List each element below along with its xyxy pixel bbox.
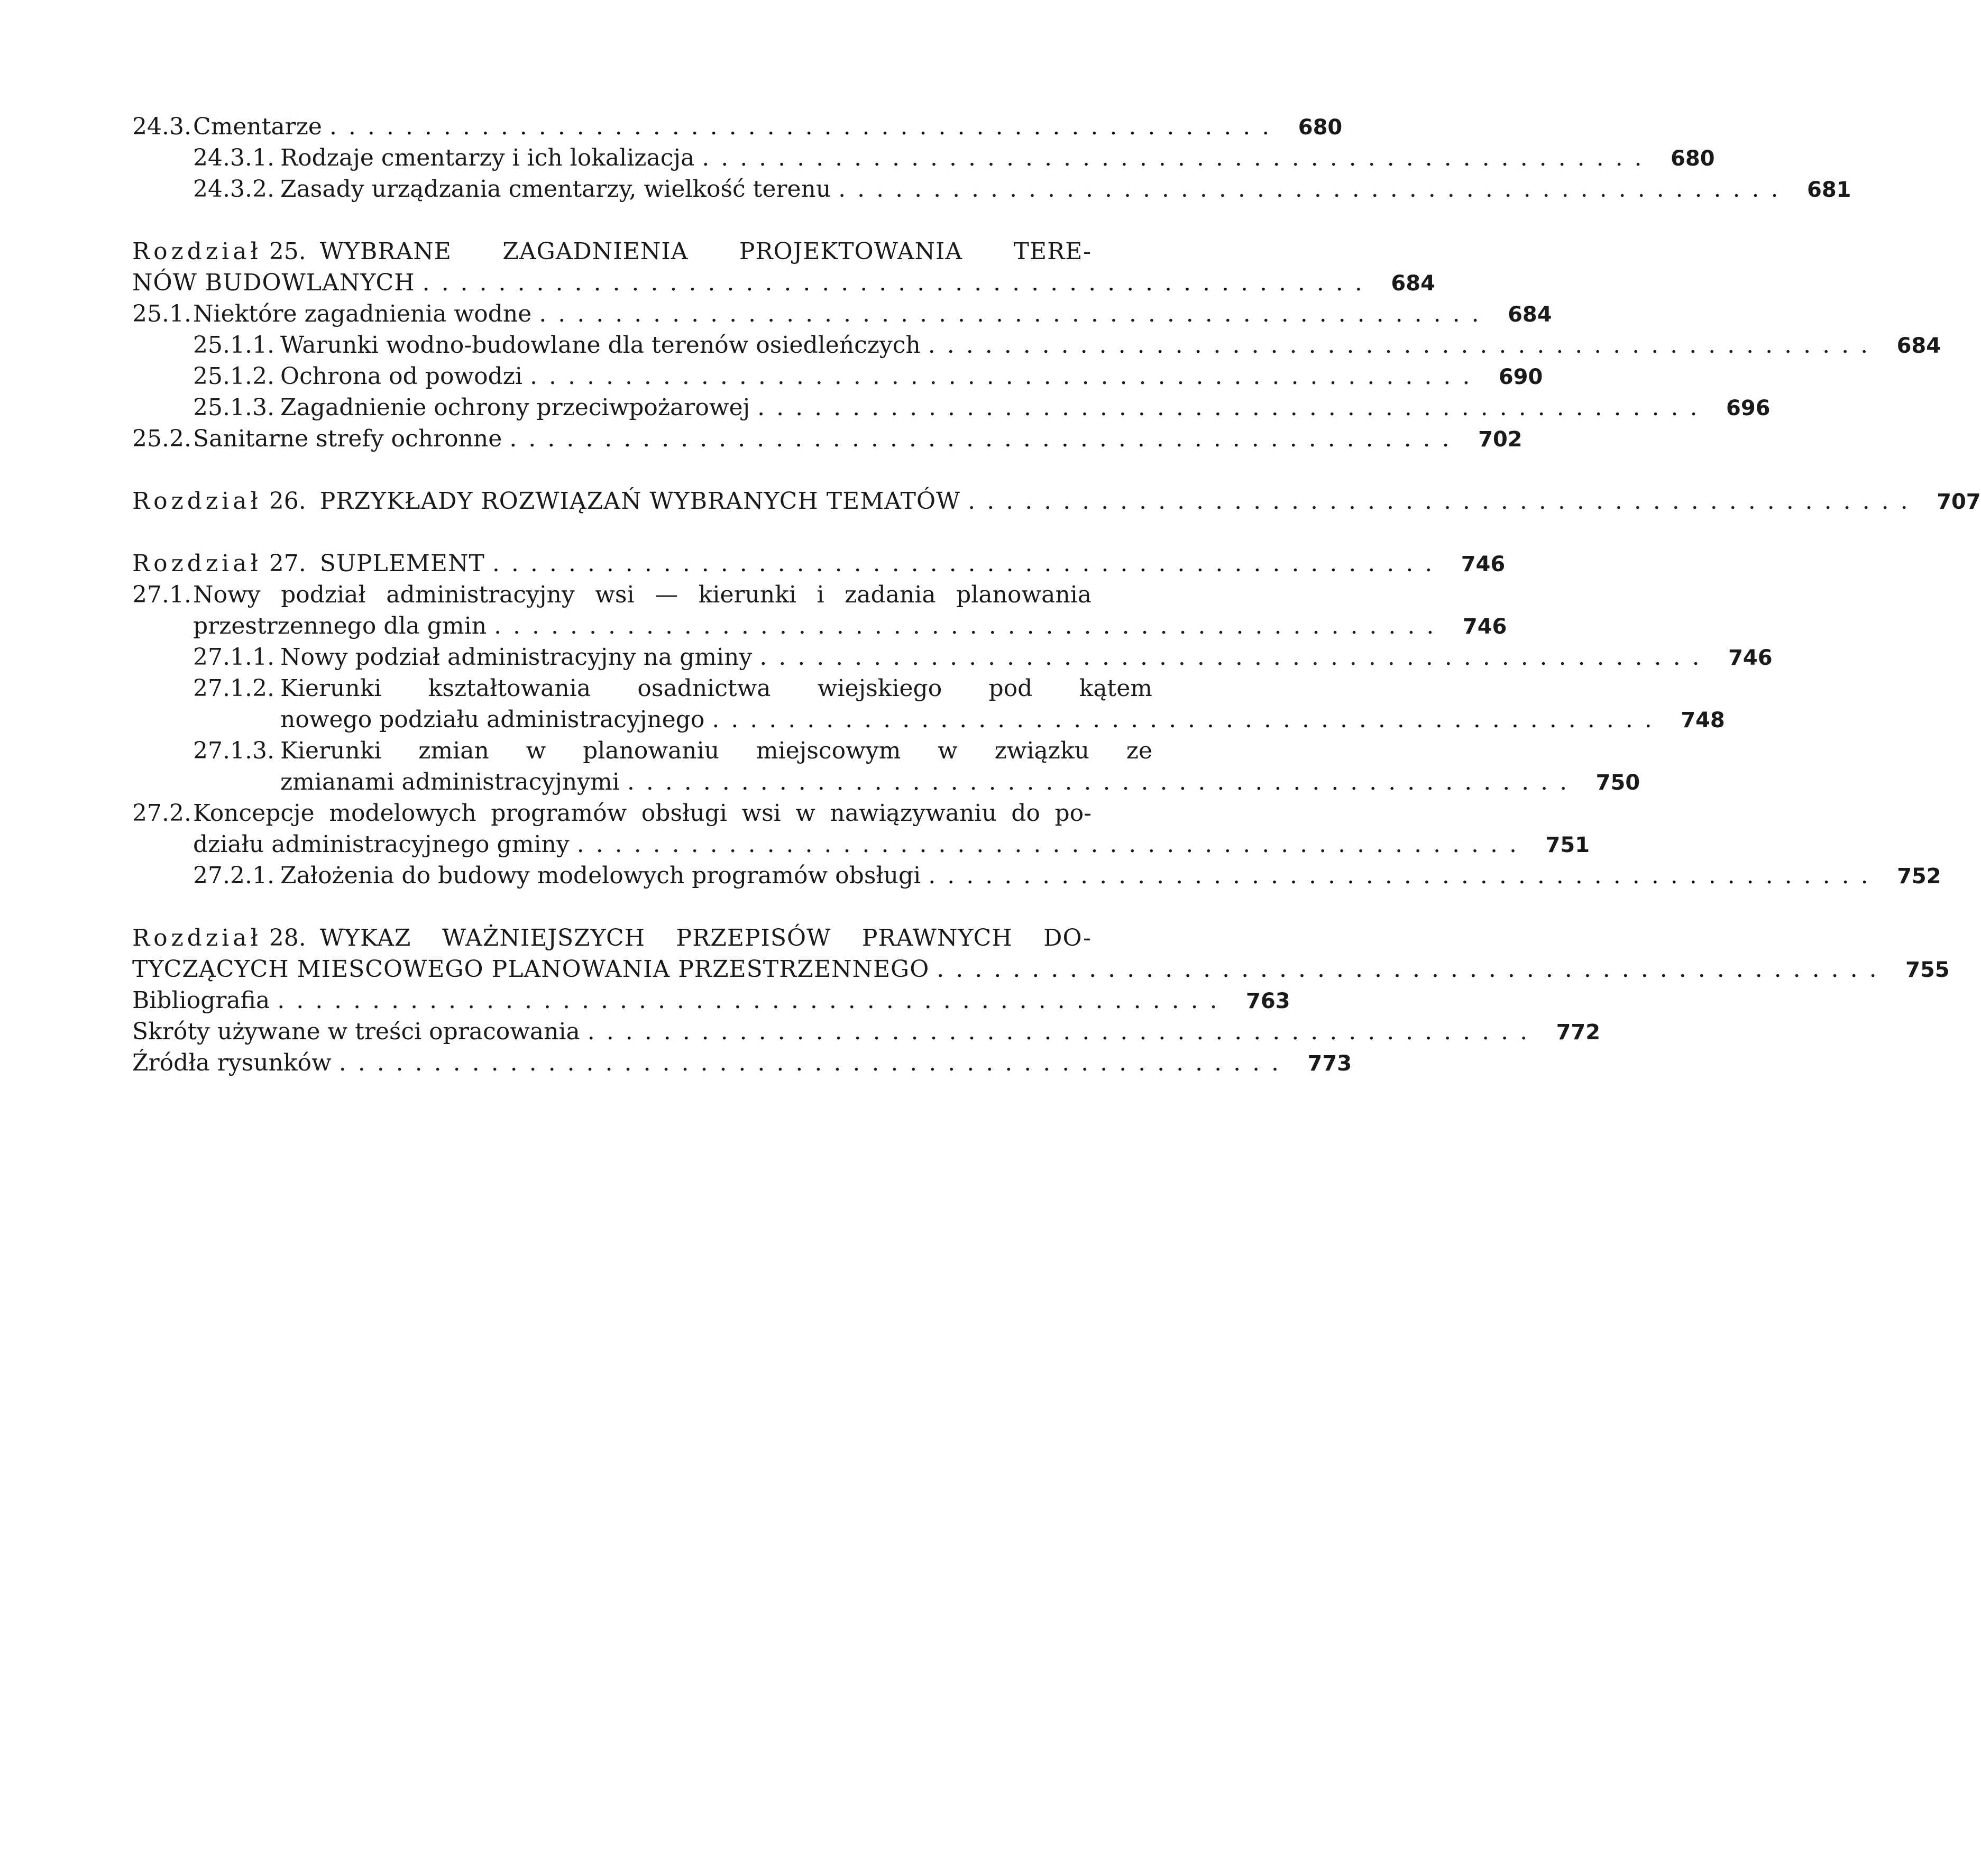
toc-entry-25-1-1 — [132, 330, 1941, 361]
toc-entry-27-1-1 — [132, 642, 1773, 673]
section-title-line-2: przestrzennego dla gmin — [193, 612, 487, 639]
leader-dots: .................................................. — [968, 488, 1920, 515]
page-number: 690 — [1498, 365, 1543, 389]
page-number: 763 — [1246, 989, 1290, 1013]
section-number: 27.1.3. — [193, 737, 274, 764]
section-title: Zasady urządzania cmentarzy, wielkość terenu — [280, 176, 831, 203]
table-of-contents — [132, 111, 1981, 1078]
chapter-title-line-2: NÓW BUDOWLANYCH — [132, 269, 415, 296]
toc-entry-25-1-2 — [132, 361, 1543, 392]
chapter-title-line-1: WYKAZ WAŻNIEJSZYCH PRZEPISÓW PRAWNYCH DO- — [319, 925, 1092, 951]
page-number: 752 — [1897, 864, 1941, 889]
section-title-line-2: działu administracyjnego gminy — [193, 831, 570, 858]
toc-chapter-28 — [132, 922, 1950, 985]
toc-chapter-27 — [132, 548, 1506, 579]
page-number: 684 — [1896, 334, 1941, 358]
section-title: Źródła rysunków — [132, 1049, 332, 1076]
chapter-number: 25. — [269, 238, 306, 265]
toc-entry-24-3 — [132, 111, 1343, 142]
section-title-line-2: zmianami administracyjnymi — [280, 768, 620, 795]
page-number: 707 — [1937, 490, 1981, 514]
section-number: 25.2. — [132, 425, 191, 452]
page-number: 773 — [1307, 1051, 1352, 1076]
chapter-label: Rozdział — [132, 925, 262, 951]
section-number: 24.3.2. — [193, 176, 274, 203]
page-number: 746 — [1462, 615, 1507, 639]
page-number: 755 — [1905, 958, 1950, 982]
toc-chapter-25 — [132, 236, 1435, 298]
toc-entry-bibliography — [132, 985, 1290, 1016]
page-number: 751 — [1545, 833, 1590, 857]
leader-dots: .................................................. — [329, 113, 1281, 140]
leader-dots: .................................................. — [530, 363, 1482, 390]
toc-entry-24-3-2 — [132, 173, 1851, 205]
leader-dots: .................................................. — [576, 831, 1529, 858]
chapter-title: SUPLEMENT — [319, 550, 485, 577]
section-number: 27.2. — [132, 800, 191, 827]
section-number: 27.2.1. — [193, 862, 274, 889]
section-number: 24.3.1. — [193, 144, 274, 171]
page-number: 748 — [1681, 708, 1725, 733]
toc-entry-27-1-3 — [132, 735, 1640, 798]
leader-dots: .................................................. — [937, 956, 1888, 983]
section-title: Sanitarne strefy ochronne — [193, 425, 502, 452]
leader-dots: .................................................. — [539, 300, 1491, 327]
section-title: Niektóre zagadnienia wodne — [193, 300, 532, 327]
leader-dots: .................................................. — [702, 144, 1654, 171]
chapter-title: PRZYKŁADY ROZWIĄZAŃ WYBRANYCH TEMATÓW — [319, 488, 961, 515]
chapter-number: 26. — [269, 488, 306, 515]
page-number: 746 — [1461, 552, 1506, 576]
toc-entry-25-1 — [132, 298, 1552, 330]
section-title-line-1: Kierunki kształtowania osadnictwa wiejskiego pod kątem — [280, 675, 1152, 702]
chapter-title-line-1: WYBRANE ZAGADNIENIA PROJEKTOWANIA TERE- — [319, 238, 1092, 265]
leader-dots: .................................................. — [587, 1018, 1539, 1045]
section-title: Skróty używane w treści opracowania — [132, 1018, 580, 1045]
section-title: Nowy podział administracyjny na gminy — [280, 644, 753, 671]
section-title: Rodzaje cmentarzy i ich lokalizacja — [280, 144, 695, 171]
toc-entry-figure-sources — [132, 1047, 1352, 1078]
section-title-line-2: nowego podziału administracyjnego — [280, 706, 705, 733]
toc-entry-abbreviations — [132, 1016, 1601, 1047]
leader-dots: .................................................. — [928, 862, 1880, 889]
leader-dots: .................................................. — [338, 1049, 1291, 1076]
chapter-label: Rozdział — [132, 550, 262, 577]
leader-dots: .................................................. — [838, 176, 1790, 203]
section-number: 27.1.2. — [193, 675, 274, 702]
leader-dots: .................................................. — [757, 394, 1709, 421]
chapter-label: Rozdział — [132, 488, 262, 515]
leader-dots: .................................................. — [492, 550, 1444, 577]
chapter-label: Rozdział — [132, 238, 262, 265]
leader-dots: .................................................. — [627, 768, 1579, 795]
section-number: 25.1.1. — [193, 332, 274, 359]
section-title: Założenia do budowy modelowych programów obsługi — [280, 862, 921, 889]
section-title: Zagadnienie ochrony przeciwpożarowej — [280, 394, 750, 421]
section-number: 27.1. — [132, 581, 191, 608]
page-number: 702 — [1478, 427, 1523, 452]
section-number: 25.1.2. — [193, 363, 274, 390]
section-title: Cmentarze — [193, 113, 322, 140]
chapter-number: 28. — [269, 925, 306, 951]
page-number: 746 — [1728, 646, 1773, 670]
leader-dots: .................................................. — [928, 332, 1880, 359]
toc-entry-27-1 — [132, 579, 1507, 642]
section-title-line-1: Kierunki zmian w planowaniu miejscowym w związku ze — [280, 737, 1152, 764]
chapter-number: 27. — [269, 550, 306, 577]
section-title: Bibliografia — [132, 987, 270, 1014]
section-title: Ochrona od powodzi — [280, 363, 523, 390]
toc-entry-27-2 — [132, 798, 1590, 860]
page-number: 696 — [1726, 396, 1771, 420]
leader-dots: .................................................. — [494, 612, 1446, 639]
page-number: 684 — [1508, 303, 1552, 327]
toc-entry-27-2-1 — [132, 860, 1941, 891]
page-number: 684 — [1391, 271, 1435, 296]
page-number: 772 — [1556, 1020, 1601, 1045]
page-number: 681 — [1806, 178, 1851, 202]
section-number: 25.1. — [132, 300, 191, 327]
page-number: 680 — [1298, 115, 1343, 140]
toc-entry-27-1-2 — [132, 673, 1725, 735]
section-number: 24.3. — [132, 113, 191, 140]
page-number: 680 — [1671, 147, 1715, 171]
toc-entry-25-2 — [132, 423, 1523, 454]
chapter-title-line-2: TYCZĄCYCH MIESCOWEGO PLANOWANIA PRZESTRZENNEGO — [132, 956, 930, 983]
leader-dots: .................................................. — [277, 987, 1229, 1014]
leader-dots: .................................................. — [759, 644, 1711, 671]
toc-entry-24-3-1 — [132, 142, 1715, 173]
section-title-line-1: Koncepcje modelowych programów obsługi wsi w nawiązywaniu do po- — [193, 800, 1092, 827]
section-title: Warunki wodno-budowlane dla terenów osiedleńczych — [280, 332, 921, 359]
toc-entry-25-1-3 — [132, 392, 1771, 423]
leader-dots: .................................................. — [509, 425, 1461, 452]
leader-dots: .................................................. — [712, 706, 1664, 733]
section-number: 25.1.3. — [193, 394, 274, 421]
page-number: 750 — [1595, 771, 1640, 795]
section-number: 27.1.1. — [193, 644, 274, 671]
toc-chapter-26 — [132, 486, 1981, 517]
section-title-line-1: Nowy podział administracyjny wsi — kierunki i zadania planowania — [193, 581, 1092, 608]
leader-dots: .................................................. — [422, 269, 1374, 296]
